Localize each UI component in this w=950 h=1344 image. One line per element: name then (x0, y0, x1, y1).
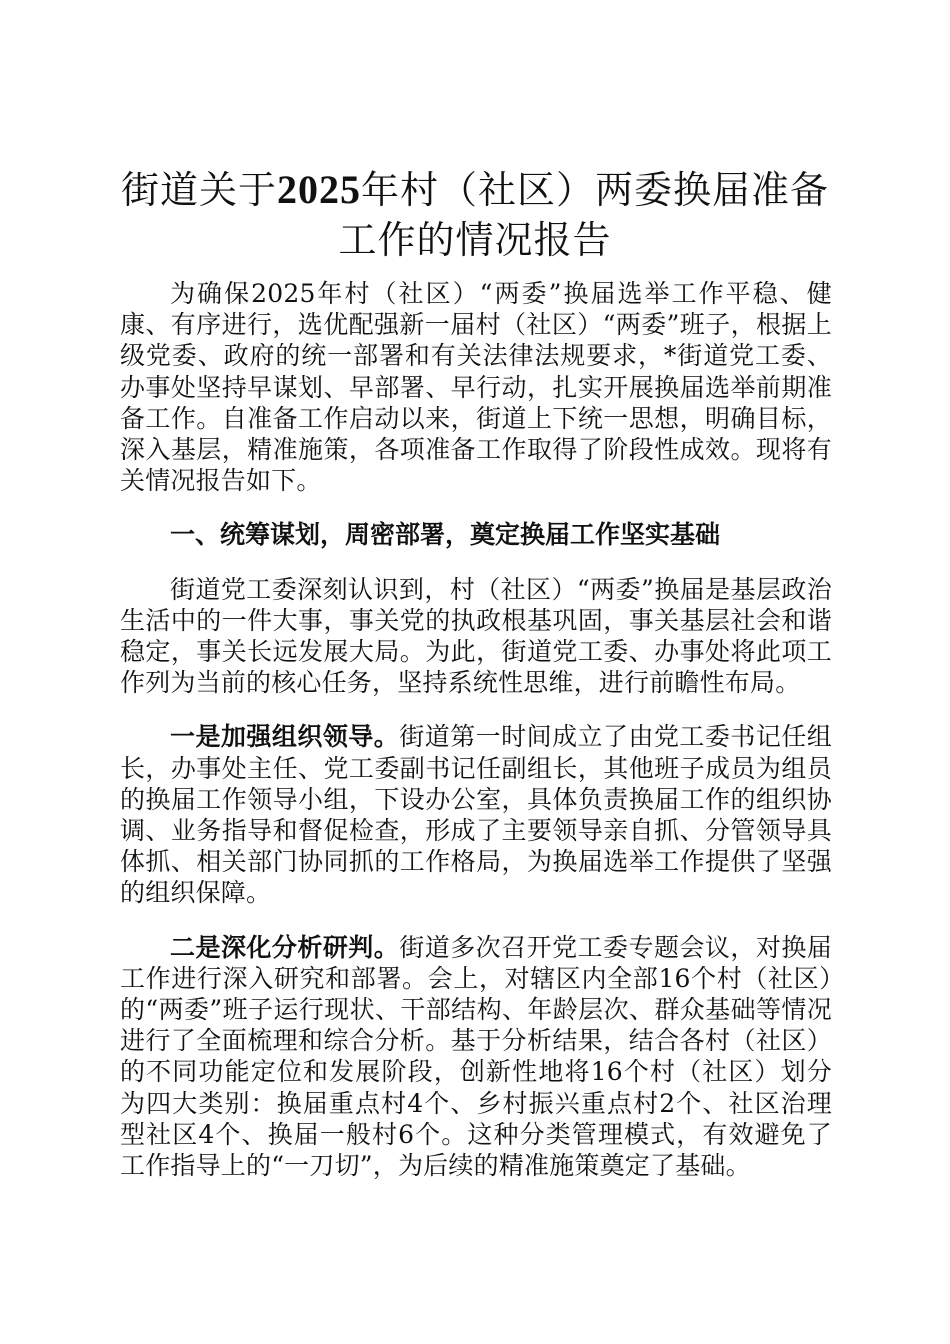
document-title (120, 165, 830, 265)
document-body (120, 278, 832, 1181)
section-1-paragraph: 街道党工委深刻认识到，村（社区）“两委”换届是基层政治生活中的一件大事，事关党的执政根基巩固，事关基层社会和谐稳定，事关长远发展大局。为此，街道党工委、办事处将此项工作列为当前的核心任务，坚持系统性思维，进行前瞻性布局。 (120, 574, 832, 698)
intro-paragraph: 为确保2025年村（社区）“两委”换届选举工作平稳、健康、有序进行，选优配强新一届村（社区）“两委”班子，根据上级党委、政府的统一部署和有关法律法规要求，*街道党工委、办事处坚持早谋划、早部署、早行动，扎实开展换届选举前期准备工作。自准备工作启动以来，街道上下统一思想，明确目标，深入基层，精准施策，各项准备工作取得了阶段性成效。现将有关情况报告如下。 (120, 279, 832, 496)
point-1-text: 街道第一时间成立了由党工委书记任组长，办事处主任、党工委副书记任副组长，其他班子成员为组员的换届工作领导小组，下设办公室，具体负责换届工作的组织协调、业务指导和督促检查，形成了主要领导亲自抓、分管领导具体抓、相关部门协同抓的工作格局，为换届选举工作提供了坚强的组织保障。 (120, 722, 832, 908)
point-2-text: 街道多次召开党工委专题会议，对换届工作进行深入研究和部署。会上，对辖区内全部16个村（社区）的“两委”班子运行现状、干部结构、年龄层次、群众基础等情况进行了全面梳理和综合分析。基于分析结果，结合各村（社区）的不同功能定位和发展阶段，创新性地将16个村（社区）划分为四大类别：换届重点村4个、乡村振兴重点村2个、社区治理型社区4个、换届一般村6个。这种分类管理模式，有效避免了工作指导上的“一刀切”，为后续的精准施策奠定了基础。 (120, 932, 832, 1181)
point-2-lead: 二是深化分析研判。 (170, 932, 400, 962)
title-year: 2025 (277, 167, 361, 212)
section-heading-1: 一、统筹谋划，周密部署，奠定换届工作坚实基础 (170, 520, 721, 550)
point-1-lead: 一是加强组织领导。 (170, 722, 400, 752)
title-prefix: 街道关于 (120, 168, 277, 212)
point-1-paragraph (120, 721, 832, 908)
title-suffix: 年村（社区）两委换届准备工作的情况报告 (338, 168, 830, 262)
point-2-paragraph (120, 932, 832, 1182)
